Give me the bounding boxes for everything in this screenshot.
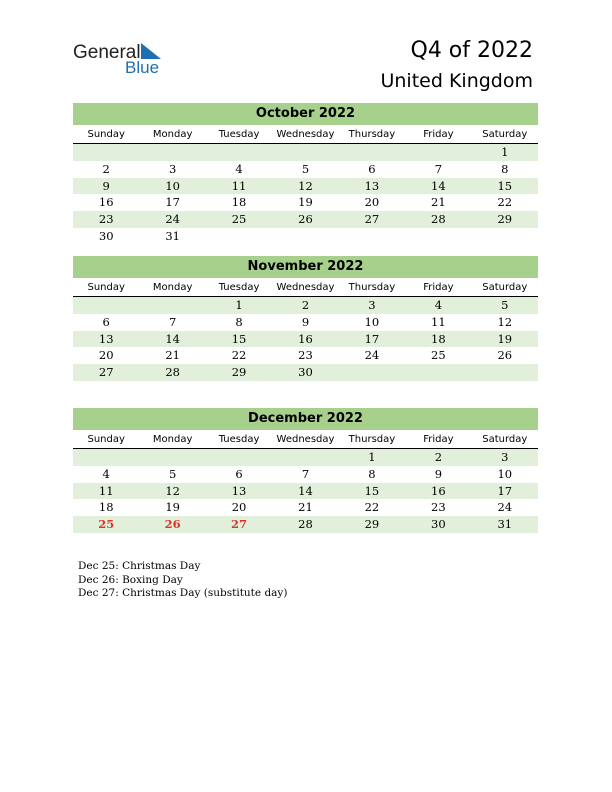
- day-cell: 18: [98, 500, 114, 515]
- day-cell: 27: [98, 365, 114, 380]
- day-cell: 21: [431, 195, 446, 210]
- day-cell: [206, 228, 272, 245]
- day-cell: 4: [102, 466, 110, 481]
- day-cell: 15: [364, 483, 380, 498]
- day-cell: 30: [298, 365, 313, 380]
- day-cell: 5: [301, 161, 310, 176]
- day-cell: 7: [168, 314, 177, 329]
- day-cell: 17: [364, 331, 380, 346]
- week-row: [73, 516, 538, 533]
- day-cell: [405, 364, 471, 381]
- day-cell: 10: [497, 466, 513, 481]
- week-row: [73, 449, 538, 466]
- day-cell: 11: [231, 178, 247, 193]
- month-grid: [73, 297, 538, 381]
- day-cell: 31: [165, 228, 180, 243]
- day-cell: 29: [497, 212, 513, 227]
- weekday-label: Thursday: [348, 434, 396, 445]
- day-cell: 14: [298, 483, 313, 498]
- weekday-label: Thursday: [348, 129, 396, 140]
- day-cell: 21: [298, 500, 313, 515]
- day-cell: 23: [298, 348, 313, 363]
- day-cell: [405, 144, 471, 161]
- day-cell: 26: [298, 212, 313, 227]
- day-cell: 3: [501, 450, 509, 464]
- week-row: [73, 161, 538, 178]
- country-name: United Kingdom: [380, 70, 533, 92]
- day-cell: [339, 144, 405, 161]
- day-cell: 9: [434, 466, 443, 481]
- day-cell: 12: [497, 314, 513, 329]
- day-cell: 15: [497, 178, 513, 193]
- day-cell: 24: [497, 500, 513, 515]
- weekday-header: [73, 433, 538, 449]
- weekday-header: [73, 128, 538, 144]
- day-cell: 3: [168, 161, 177, 176]
- day-cell: 23: [98, 212, 114, 227]
- day-cell: 28: [165, 365, 180, 380]
- day-cell: 24: [364, 348, 380, 363]
- weekday-label: Wednesday: [276, 129, 335, 140]
- day-cell: 8: [235, 314, 243, 329]
- weekday-label: Saturday: [482, 129, 528, 140]
- day-cell: 16: [431, 483, 446, 498]
- holiday-notes: [78, 560, 287, 601]
- day-cell: 16: [98, 195, 114, 210]
- month-december: [73, 408, 538, 533]
- day-cell: [472, 228, 538, 245]
- day-cell: 14: [165, 331, 180, 346]
- day-cell: 13: [98, 331, 114, 346]
- holiday-note: Dec 27: Christmas Day (substitute day): [78, 587, 288, 599]
- day-cell: [139, 297, 205, 314]
- day-cell: 27: [231, 517, 248, 532]
- week-row: [73, 211, 538, 228]
- day-cell: 1: [235, 298, 243, 312]
- day-cell: 29: [364, 517, 380, 532]
- weekday-label: Wednesday: [276, 282, 335, 293]
- week-row: [73, 178, 538, 195]
- day-cell: 19: [497, 331, 513, 346]
- day-cell: 18: [431, 331, 446, 346]
- weekday-label: Friday: [423, 282, 454, 293]
- day-cell: 8: [368, 466, 376, 481]
- week-row: [73, 364, 538, 381]
- day-cell: [139, 449, 205, 466]
- day-cell: 2: [102, 161, 110, 176]
- day-cell: 6: [102, 314, 110, 329]
- day-cell: 31: [497, 517, 513, 532]
- weekday-label: Sunday: [87, 129, 125, 140]
- day-cell: 10: [165, 178, 180, 193]
- day-cell: 15: [231, 331, 247, 346]
- weekday-label: Saturday: [482, 434, 528, 445]
- day-cell: 6: [368, 161, 376, 176]
- day-cell: 1: [368, 450, 376, 464]
- weekday-label: Sunday: [87, 434, 125, 445]
- weekday-label: Tuesday: [218, 129, 260, 140]
- day-cell: [272, 144, 338, 161]
- day-cell: 26: [497, 348, 513, 363]
- day-cell: 11: [98, 483, 114, 498]
- day-cell: [73, 297, 139, 314]
- day-cell: 19: [165, 500, 180, 515]
- weekday-label: Tuesday: [218, 434, 260, 445]
- day-cell: [73, 449, 139, 466]
- day-cell: 4: [434, 298, 443, 312]
- day-cell: 21: [165, 348, 180, 363]
- weekday-label: Monday: [152, 282, 193, 293]
- day-cell: 11: [431, 314, 446, 329]
- day-cell: 9: [301, 314, 310, 329]
- day-cell: 25: [98, 517, 115, 532]
- week-row: [73, 228, 538, 245]
- day-cell: [73, 144, 139, 161]
- day-cell: [339, 228, 405, 245]
- day-cell: 28: [298, 517, 313, 532]
- day-cell: 2: [301, 298, 310, 312]
- day-cell: 18: [231, 195, 247, 210]
- day-cell: [272, 449, 338, 466]
- week-row: [73, 331, 538, 348]
- day-cell: 29: [231, 365, 247, 380]
- day-cell: 9: [102, 178, 110, 193]
- month-title: October 2022: [73, 103, 538, 125]
- weekday-label: Tuesday: [218, 282, 260, 293]
- holiday-note: Dec 25: Christmas Day: [78, 560, 201, 572]
- month-october: [73, 103, 538, 245]
- weekday-label: Wednesday: [276, 434, 335, 445]
- weekday-header: [73, 281, 538, 297]
- day-cell: 13: [231, 483, 247, 498]
- logo-flag-icon: [141, 43, 163, 59]
- day-cell: 10: [364, 314, 380, 329]
- day-cell: 24: [165, 212, 180, 227]
- day-cell: 3: [368, 298, 376, 312]
- month-grid: [73, 144, 538, 245]
- day-cell: 5: [501, 298, 509, 312]
- day-cell: 28: [431, 212, 446, 227]
- generalblue-logo: [73, 40, 173, 80]
- day-cell: 30: [431, 517, 446, 532]
- week-row: [73, 297, 538, 314]
- month-title: December 2022: [73, 408, 538, 430]
- weekday-label: Friday: [423, 129, 454, 140]
- day-cell: 6: [235, 466, 243, 481]
- week-row: [73, 483, 538, 500]
- day-cell: 25: [231, 212, 247, 227]
- day-cell: 22: [231, 348, 247, 363]
- weekday-label: Monday: [152, 434, 193, 445]
- day-cell: 17: [497, 483, 513, 498]
- logo-word-general: General: [73, 42, 141, 63]
- day-cell: 20: [364, 195, 380, 210]
- day-cell: 2: [434, 450, 443, 464]
- week-row: [73, 499, 538, 516]
- week-row: [73, 144, 538, 161]
- day-cell: [472, 364, 538, 381]
- day-cell: 7: [301, 466, 310, 481]
- day-cell: 16: [298, 331, 313, 346]
- month-grid: [73, 449, 538, 533]
- day-cell: 23: [431, 500, 446, 515]
- day-cell: 20: [231, 500, 247, 515]
- day-cell: 12: [298, 178, 313, 193]
- day-cell: 22: [497, 195, 513, 210]
- weekday-label: Sunday: [87, 282, 125, 293]
- day-cell: 17: [165, 195, 180, 210]
- day-cell: 8: [501, 161, 509, 176]
- day-cell: 30: [98, 228, 114, 243]
- day-cell: 14: [431, 178, 446, 193]
- week-row: [73, 194, 538, 211]
- day-cell: 12: [165, 483, 180, 498]
- weekday-label: Monday: [152, 129, 193, 140]
- week-row: [73, 314, 538, 331]
- day-cell: 20: [98, 348, 114, 363]
- day-cell: 7: [434, 161, 443, 176]
- month-november: [73, 256, 538, 381]
- day-cell: 5: [168, 466, 177, 481]
- day-cell: [206, 449, 272, 466]
- day-cell: 26: [164, 517, 181, 532]
- week-row: [73, 347, 538, 364]
- weekday-label: Friday: [423, 434, 454, 445]
- day-cell: 4: [235, 161, 243, 176]
- page-title: Q4 of 2022: [410, 38, 533, 63]
- day-cell: 27: [364, 212, 380, 227]
- day-cell: 25: [431, 348, 446, 363]
- day-cell: 22: [364, 500, 380, 515]
- day-cell: [139, 144, 205, 161]
- day-cell: 19: [298, 195, 313, 210]
- day-cell: 1: [501, 145, 509, 159]
- day-cell: [272, 228, 338, 245]
- week-row: [73, 466, 538, 483]
- holiday-note: Dec 26: Boxing Day: [78, 573, 183, 586]
- month-title: November 2022: [73, 256, 538, 278]
- weekday-label: Thursday: [348, 282, 396, 293]
- day-cell: [206, 144, 272, 161]
- day-cell: [405, 228, 471, 245]
- weekday-label: Saturday: [482, 282, 528, 293]
- day-cell: [339, 364, 405, 381]
- day-cell: 13: [364, 178, 380, 193]
- logo-word-blue: Blue: [125, 58, 160, 77]
